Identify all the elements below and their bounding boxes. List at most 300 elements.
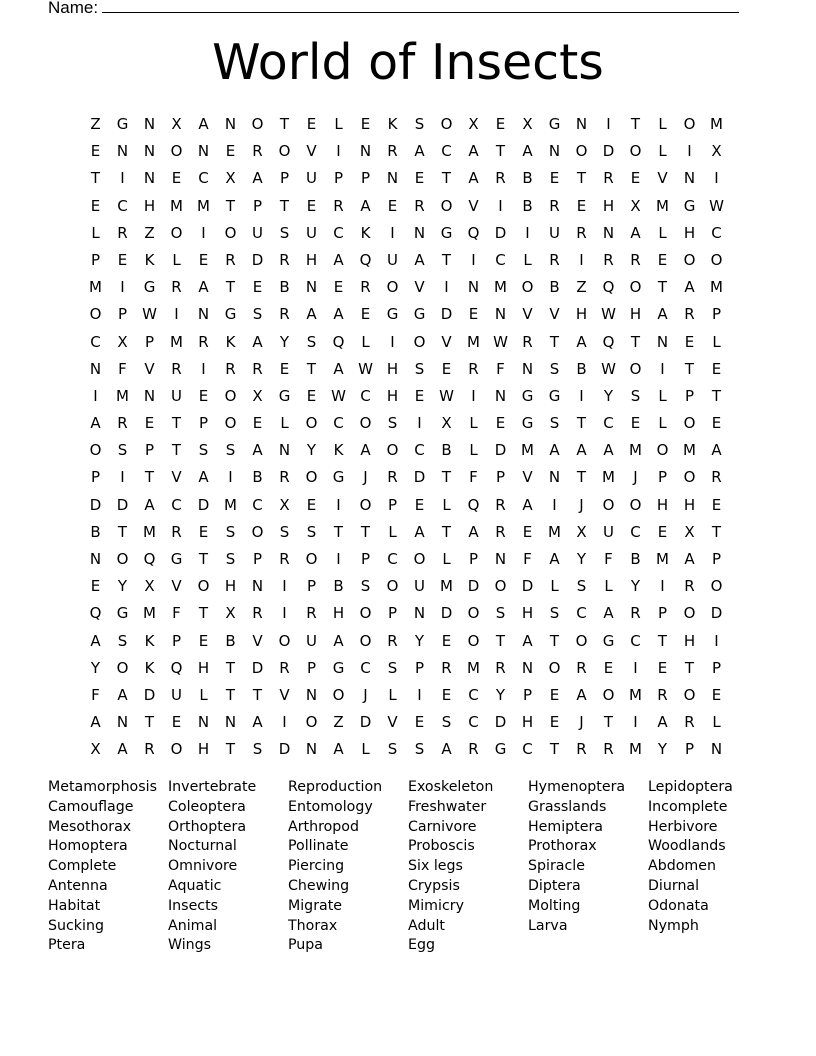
- grid-letter[interactable]: A: [306, 305, 317, 324]
- grid-letter[interactable]: X: [117, 332, 128, 351]
- grid-letter[interactable]: T: [171, 441, 182, 460]
- grid-letter[interactable]: I: [579, 386, 584, 405]
- grid-letter[interactable]: M: [710, 278, 723, 297]
- grid-letter[interactable]: N: [548, 142, 561, 161]
- grid-letter[interactable]: R: [198, 332, 209, 351]
- grid-letter[interactable]: E: [117, 250, 128, 269]
- grid-letter[interactable]: O: [629, 495, 642, 514]
- grid-letter[interactable]: R: [387, 468, 398, 487]
- grid-letter[interactable]: E: [198, 386, 209, 405]
- grid-letter[interactable]: S: [198, 441, 209, 460]
- grid-letter[interactable]: L: [658, 414, 667, 433]
- grid-letter[interactable]: P: [387, 604, 398, 623]
- grid-letter[interactable]: A: [144, 495, 155, 514]
- grid-letter[interactable]: R: [576, 223, 587, 242]
- grid-letter[interactable]: E: [360, 115, 371, 133]
- grid-letter[interactable]: O: [602, 685, 615, 704]
- grid-letter[interactable]: H: [386, 386, 399, 405]
- grid-letter[interactable]: H: [575, 305, 588, 324]
- grid-letter[interactable]: S: [549, 359, 560, 378]
- grid-letter[interactable]: X: [630, 196, 641, 215]
- grid-letter[interactable]: D: [602, 142, 615, 161]
- grid-letter[interactable]: M: [602, 468, 615, 487]
- grid-letter[interactable]: N: [548, 468, 561, 487]
- grid-letter[interactable]: R: [279, 658, 290, 677]
- grid-letter[interactable]: N: [197, 142, 210, 161]
- grid-letter[interactable]: T: [441, 169, 452, 188]
- grid-letter[interactable]: E: [576, 196, 587, 215]
- grid-letter[interactable]: A: [252, 332, 263, 351]
- grid-letter[interactable]: A: [441, 740, 452, 759]
- grid-letter[interactable]: C: [198, 169, 209, 188]
- grid-letter[interactable]: R: [144, 740, 155, 759]
- grid-letter[interactable]: O: [602, 495, 615, 514]
- grid-letter[interactable]: E: [657, 522, 668, 541]
- grid-letter[interactable]: T: [225, 685, 236, 704]
- grid-letter[interactable]: E: [711, 495, 722, 514]
- grid-letter[interactable]: I: [660, 577, 665, 596]
- grid-letter[interactable]: D: [251, 250, 264, 269]
- grid-letter[interactable]: O: [251, 522, 264, 541]
- grid-letter[interactable]: F: [604, 550, 613, 568]
- grid-letter[interactable]: B: [630, 550, 641, 568]
- grid-letter[interactable]: V: [387, 713, 398, 732]
- grid-letter[interactable]: A: [522, 495, 533, 514]
- grid-letter[interactable]: L: [658, 142, 667, 161]
- grid-letter[interactable]: W: [601, 359, 616, 378]
- grid-letter[interactable]: T: [198, 604, 209, 623]
- grid-letter[interactable]: W: [358, 359, 373, 378]
- grid-letter[interactable]: E: [522, 522, 533, 541]
- grid-letter[interactable]: L: [172, 250, 181, 269]
- grid-letter[interactable]: S: [387, 414, 398, 433]
- grid-letter[interactable]: T: [360, 522, 371, 541]
- grid-letter[interactable]: L: [712, 713, 721, 732]
- grid-letter[interactable]: C: [468, 713, 479, 732]
- grid-letter[interactable]: T: [657, 278, 668, 297]
- grid-letter[interactable]: N: [305, 278, 318, 297]
- grid-letter[interactable]: E: [441, 631, 452, 650]
- grid-letter[interactable]: K: [333, 441, 344, 460]
- grid-letter[interactable]: N: [710, 740, 723, 759]
- grid-letter[interactable]: M: [116, 386, 129, 405]
- grid-letter[interactable]: C: [360, 658, 371, 677]
- grid-letter[interactable]: K: [144, 250, 155, 269]
- grid-letter[interactable]: R: [306, 604, 317, 623]
- grid-letter[interactable]: R: [171, 278, 182, 297]
- grid-letter[interactable]: R: [279, 550, 290, 568]
- grid-letter[interactable]: G: [440, 223, 453, 242]
- grid-letter[interactable]: R: [468, 359, 479, 378]
- grid-letter[interactable]: B: [90, 522, 101, 541]
- grid-letter[interactable]: U: [549, 223, 560, 242]
- grid-letter[interactable]: I: [336, 142, 341, 161]
- grid-letter[interactable]: T: [252, 685, 263, 704]
- grid-letter[interactable]: E: [387, 196, 398, 215]
- grid-letter[interactable]: C: [387, 550, 398, 568]
- grid-letter[interactable]: O: [440, 196, 453, 215]
- grid-letter[interactable]: O: [683, 115, 696, 133]
- grid-letter[interactable]: C: [495, 250, 506, 269]
- grid-letter[interactable]: A: [657, 305, 668, 324]
- grid-letter[interactable]: C: [333, 414, 344, 433]
- grid-letter[interactable]: P: [360, 169, 371, 188]
- grid-letter[interactable]: E: [711, 359, 722, 378]
- grid-letter[interactable]: D: [278, 740, 291, 759]
- grid-letter[interactable]: S: [387, 740, 398, 759]
- grid-letter[interactable]: E: [657, 658, 668, 677]
- grid-letter[interactable]: A: [549, 441, 560, 460]
- grid-letter[interactable]: D: [359, 713, 372, 732]
- grid-letter[interactable]: G: [548, 115, 561, 133]
- grid-letter[interactable]: X: [441, 414, 452, 433]
- grid-letter[interactable]: U: [252, 223, 263, 242]
- grid-letter[interactable]: Y: [603, 386, 614, 405]
- grid-letter[interactable]: T: [657, 631, 668, 650]
- grid-letter[interactable]: A: [468, 522, 479, 541]
- grid-letter[interactable]: R: [549, 196, 560, 215]
- grid-letter[interactable]: T: [225, 658, 236, 677]
- grid-letter[interactable]: P: [306, 577, 317, 596]
- grid-letter[interactable]: O: [467, 631, 480, 650]
- grid-letter[interactable]: R: [279, 250, 290, 269]
- grid-letter[interactable]: P: [171, 631, 182, 650]
- grid-letter[interactable]: N: [494, 305, 507, 324]
- grid-letter[interactable]: N: [143, 142, 156, 161]
- grid-letter[interactable]: O: [413, 332, 426, 351]
- grid-letter[interactable]: Q: [467, 495, 480, 514]
- grid-letter[interactable]: O: [170, 740, 183, 759]
- grid-letter[interactable]: T: [684, 658, 695, 677]
- grid-letter[interactable]: E: [252, 278, 263, 297]
- grid-letter[interactable]: D: [116, 495, 129, 514]
- grid-letter[interactable]: T: [279, 115, 290, 133]
- grid-letter[interactable]: T: [576, 414, 587, 433]
- grid-letter[interactable]: I: [579, 250, 584, 269]
- grid-letter[interactable]: K: [225, 332, 236, 351]
- grid-letter[interactable]: T: [495, 142, 506, 161]
- grid-letter[interactable]: E: [468, 305, 479, 324]
- grid-letter[interactable]: F: [172, 604, 181, 623]
- grid-letter[interactable]: T: [90, 169, 101, 188]
- grid-letter[interactable]: O: [89, 441, 102, 460]
- grid-letter[interactable]: M: [170, 332, 183, 351]
- grid-letter[interactable]: A: [522, 142, 533, 161]
- grid-letter[interactable]: I: [687, 142, 692, 161]
- grid-letter[interactable]: D: [494, 713, 507, 732]
- grid-letter[interactable]: A: [90, 414, 101, 433]
- grid-letter[interactable]: N: [494, 550, 507, 568]
- grid-letter[interactable]: N: [683, 169, 696, 188]
- grid-letter[interactable]: I: [633, 713, 638, 732]
- grid-letter[interactable]: V: [171, 468, 182, 487]
- grid-letter[interactable]: T: [549, 740, 560, 759]
- grid-letter[interactable]: G: [332, 468, 345, 487]
- grid-letter[interactable]: L: [91, 223, 100, 242]
- grid-letter[interactable]: T: [684, 359, 695, 378]
- grid-letter[interactable]: C: [630, 631, 641, 650]
- grid-letter[interactable]: A: [90, 631, 101, 650]
- grid-letter[interactable]: P: [90, 250, 101, 269]
- grid-letter[interactable]: Z: [333, 713, 344, 732]
- grid-letter[interactable]: M: [629, 441, 642, 460]
- grid-letter[interactable]: R: [684, 713, 695, 732]
- grid-letter[interactable]: S: [252, 740, 263, 759]
- grid-letter[interactable]: O: [305, 550, 318, 568]
- grid-letter[interactable]: O: [305, 713, 318, 732]
- grid-letter[interactable]: G: [278, 386, 291, 405]
- grid-letter[interactable]: L: [604, 577, 613, 596]
- grid-letter[interactable]: S: [576, 577, 587, 596]
- grid-letter[interactable]: A: [333, 359, 344, 378]
- grid-letter[interactable]: M: [197, 196, 210, 215]
- grid-letter[interactable]: G: [170, 550, 183, 568]
- grid-letter[interactable]: A: [522, 631, 533, 650]
- grid-letter[interactable]: M: [170, 196, 183, 215]
- grid-letter[interactable]: L: [550, 577, 559, 596]
- grid-letter[interactable]: Q: [467, 223, 480, 242]
- grid-letter[interactable]: S: [279, 522, 290, 541]
- grid-letter[interactable]: H: [197, 658, 210, 677]
- grid-letter[interactable]: G: [494, 740, 507, 759]
- grid-letter[interactable]: E: [252, 414, 263, 433]
- grid-letter[interactable]: S: [414, 359, 425, 378]
- grid-letter[interactable]: D: [440, 604, 453, 623]
- grid-letter[interactable]: M: [467, 658, 480, 677]
- grid-letter[interactable]: R: [171, 522, 182, 541]
- grid-letter[interactable]: T: [441, 522, 452, 541]
- grid-letter[interactable]: R: [603, 250, 614, 269]
- grid-letter[interactable]: I: [660, 359, 665, 378]
- grid-letter[interactable]: O: [89, 305, 102, 324]
- grid-letter[interactable]: A: [630, 223, 641, 242]
- grid-letter[interactable]: D: [710, 604, 723, 623]
- grid-letter[interactable]: B: [522, 169, 533, 188]
- grid-letter[interactable]: R: [252, 604, 263, 623]
- grid-letter[interactable]: Q: [602, 332, 615, 351]
- grid-letter[interactable]: P: [711, 658, 722, 677]
- grid-letter[interactable]: M: [656, 550, 669, 568]
- grid-letter[interactable]: J: [363, 685, 368, 704]
- grid-letter[interactable]: N: [413, 604, 426, 623]
- grid-letter[interactable]: H: [656, 495, 669, 514]
- grid-letter[interactable]: S: [225, 522, 236, 541]
- grid-letter[interactable]: A: [468, 142, 479, 161]
- grid-letter[interactable]: D: [251, 658, 264, 677]
- grid-letter[interactable]: O: [305, 414, 318, 433]
- grid-letter[interactable]: R: [171, 359, 182, 378]
- grid-letter[interactable]: A: [90, 713, 101, 732]
- grid-letter[interactable]: S: [117, 631, 128, 650]
- grid-letter[interactable]: Y: [117, 577, 128, 596]
- grid-letter[interactable]: D: [494, 441, 507, 460]
- grid-letter[interactable]: E: [711, 685, 722, 704]
- grid-letter[interactable]: E: [441, 685, 452, 704]
- grid-letter[interactable]: I: [120, 278, 125, 297]
- grid-letter[interactable]: R: [387, 142, 398, 161]
- grid-letter[interactable]: J: [579, 495, 584, 514]
- grid-letter[interactable]: U: [171, 685, 182, 704]
- grid-letter[interactable]: S: [549, 414, 560, 433]
- grid-letter[interactable]: H: [683, 495, 696, 514]
- grid-letter[interactable]: E: [225, 142, 236, 161]
- grid-letter[interactable]: P: [198, 414, 209, 433]
- grid-letter[interactable]: A: [576, 685, 587, 704]
- grid-letter[interactable]: Y: [279, 332, 290, 351]
- grid-letter[interactable]: N: [143, 115, 156, 133]
- grid-letter[interactable]: O: [710, 577, 723, 596]
- grid-letter[interactable]: X: [171, 115, 182, 133]
- grid-letter[interactable]: M: [683, 441, 696, 460]
- grid-letter[interactable]: D: [467, 577, 480, 596]
- grid-letter[interactable]: L: [280, 414, 289, 433]
- grid-letter[interactable]: R: [360, 278, 371, 297]
- grid-letter[interactable]: E: [549, 169, 560, 188]
- grid-letter[interactable]: A: [684, 278, 695, 297]
- grid-letter[interactable]: Q: [602, 278, 615, 297]
- grid-letter[interactable]: E: [603, 658, 614, 677]
- grid-letter[interactable]: A: [549, 550, 560, 568]
- grid-letter[interactable]: Y: [630, 577, 641, 596]
- grid-letter[interactable]: D: [440, 305, 453, 324]
- grid-letter[interactable]: P: [387, 495, 398, 514]
- grid-letter[interactable]: P: [711, 305, 722, 324]
- grid-letter[interactable]: H: [683, 631, 696, 650]
- grid-letter[interactable]: R: [225, 250, 236, 269]
- grid-letter[interactable]: F: [469, 468, 478, 487]
- grid-letter[interactable]: L: [658, 115, 667, 133]
- grid-letter[interactable]: O: [413, 550, 426, 568]
- grid-letter[interactable]: R: [711, 468, 722, 487]
- grid-letter[interactable]: P: [306, 658, 317, 677]
- grid-letter[interactable]: B: [252, 468, 263, 487]
- grid-letter[interactable]: V: [414, 278, 425, 297]
- grid-letter[interactable]: X: [90, 740, 101, 759]
- grid-letter[interactable]: A: [333, 250, 344, 269]
- grid-letter[interactable]: P: [252, 550, 263, 568]
- grid-letter[interactable]: L: [469, 441, 478, 460]
- grid-letter[interactable]: P: [279, 169, 290, 188]
- grid-letter[interactable]: R: [630, 250, 641, 269]
- grid-letter[interactable]: M: [224, 495, 237, 514]
- grid-letter[interactable]: R: [252, 359, 263, 378]
- grid-letter[interactable]: U: [306, 169, 317, 188]
- grid-letter[interactable]: T: [441, 250, 452, 269]
- grid-letter[interactable]: O: [683, 468, 696, 487]
- grid-letter[interactable]: S: [117, 441, 128, 460]
- grid-letter[interactable]: X: [279, 495, 290, 514]
- grid-letter[interactable]: C: [171, 495, 182, 514]
- grid-letter[interactable]: N: [521, 359, 534, 378]
- grid-letter[interactable]: F: [118, 359, 127, 378]
- grid-letter[interactable]: L: [712, 332, 721, 351]
- grid-letter[interactable]: O: [629, 278, 642, 297]
- grid-letter[interactable]: A: [360, 441, 371, 460]
- grid-letter[interactable]: H: [521, 604, 534, 623]
- grid-letter[interactable]: H: [143, 196, 156, 215]
- grid-letter[interactable]: O: [575, 631, 588, 650]
- grid-letter[interactable]: X: [711, 142, 722, 161]
- grid-letter[interactable]: H: [332, 604, 345, 623]
- grid-letter[interactable]: G: [116, 115, 129, 133]
- grid-letter[interactable]: O: [224, 386, 237, 405]
- grid-letter[interactable]: H: [683, 223, 696, 242]
- grid-letter[interactable]: G: [683, 196, 696, 215]
- grid-letter[interactable]: D: [143, 685, 156, 704]
- grid-letter[interactable]: R: [387, 631, 398, 650]
- grid-letter[interactable]: E: [495, 115, 506, 133]
- grid-letter[interactable]: R: [576, 740, 587, 759]
- grid-letter[interactable]: I: [471, 386, 476, 405]
- grid-letter[interactable]: T: [225, 740, 236, 759]
- grid-letter[interactable]: C: [603, 414, 614, 433]
- grid-letter[interactable]: T: [711, 522, 722, 541]
- grid-letter[interactable]: E: [684, 332, 695, 351]
- grid-letter[interactable]: H: [602, 196, 615, 215]
- grid-letter[interactable]: O: [197, 577, 210, 596]
- grid-letter[interactable]: T: [117, 522, 128, 541]
- grid-letter[interactable]: E: [630, 169, 641, 188]
- grid-letter[interactable]: I: [201, 359, 206, 378]
- grid-letter[interactable]: A: [603, 441, 614, 460]
- grid-letter[interactable]: X: [252, 386, 263, 405]
- grid-letter[interactable]: T: [711, 386, 722, 405]
- grid-letter[interactable]: A: [711, 441, 722, 460]
- grid-letter[interactable]: P: [657, 468, 668, 487]
- grid-letter[interactable]: G: [116, 604, 129, 623]
- grid-letter[interactable]: M: [440, 577, 453, 596]
- grid-letter[interactable]: I: [282, 604, 287, 623]
- grid-letter[interactable]: E: [306, 495, 317, 514]
- grid-letter[interactable]: L: [442, 495, 451, 514]
- grid-letter[interactable]: R: [495, 658, 506, 677]
- grid-letter[interactable]: G: [386, 305, 399, 324]
- grid-letter[interactable]: Q: [332, 332, 345, 351]
- grid-letter[interactable]: Z: [576, 278, 587, 297]
- grid-letter[interactable]: I: [336, 495, 341, 514]
- grid-letter[interactable]: O: [278, 631, 291, 650]
- grid-letter[interactable]: T: [549, 631, 560, 650]
- grid-letter[interactable]: C: [252, 495, 263, 514]
- grid-letter[interactable]: V: [522, 468, 533, 487]
- grid-letter[interactable]: V: [522, 305, 533, 324]
- grid-letter[interactable]: O: [278, 142, 291, 161]
- grid-letter[interactable]: O: [683, 250, 696, 269]
- grid-letter[interactable]: R: [576, 658, 587, 677]
- grid-letter[interactable]: E: [414, 495, 425, 514]
- grid-letter[interactable]: E: [414, 713, 425, 732]
- grid-letter[interactable]: C: [711, 223, 722, 242]
- grid-letter[interactable]: A: [198, 468, 209, 487]
- grid-letter[interactable]: A: [333, 631, 344, 650]
- grid-letter[interactable]: S: [441, 713, 452, 732]
- grid-letter[interactable]: E: [630, 414, 641, 433]
- grid-letter[interactable]: P: [90, 468, 101, 487]
- grid-letter[interactable]: E: [306, 115, 317, 133]
- grid-letter[interactable]: E: [90, 142, 101, 161]
- grid-letter[interactable]: Q: [143, 550, 156, 568]
- grid-letter[interactable]: A: [468, 169, 479, 188]
- grid-letter[interactable]: L: [388, 685, 397, 704]
- grid-letter[interactable]: P: [414, 658, 425, 677]
- grid-letter[interactable]: A: [117, 685, 128, 704]
- grid-letter[interactable]: E: [198, 522, 209, 541]
- grid-letter[interactable]: F: [91, 685, 100, 704]
- grid-letter[interactable]: L: [658, 386, 667, 405]
- grid-letter[interactable]: R: [657, 685, 668, 704]
- grid-letter[interactable]: W: [493, 332, 508, 351]
- grid-letter[interactable]: V: [549, 305, 560, 324]
